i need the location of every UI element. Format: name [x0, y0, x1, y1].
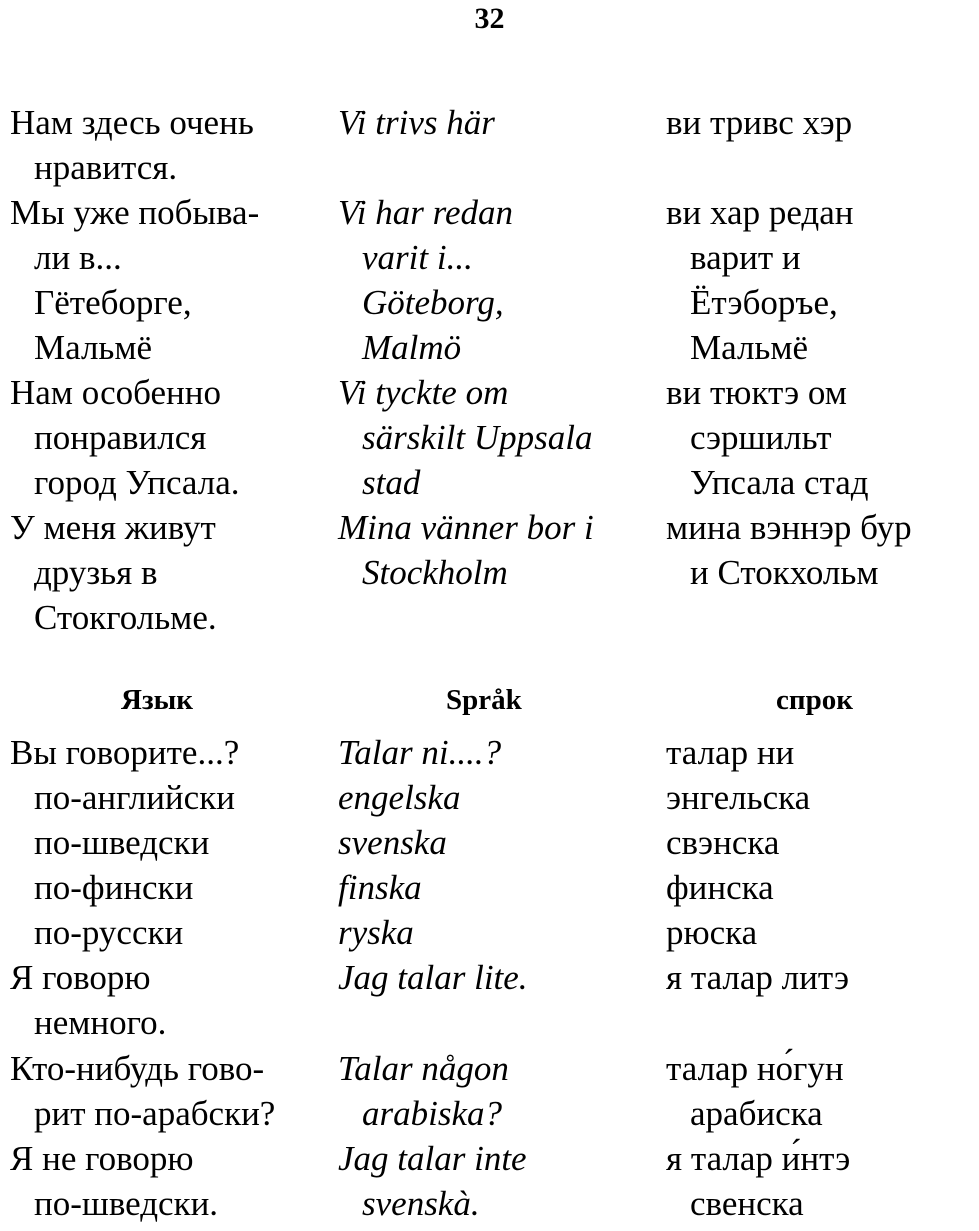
- russian-phrase: [10, 370, 310, 505]
- russian-phrase: [10, 100, 310, 190]
- russian-phrase: [10, 820, 310, 865]
- russian-phrase: [10, 505, 310, 640]
- russian-phrase: [10, 775, 310, 820]
- russian-phrase: [10, 1046, 310, 1136]
- text-line: по-шведски: [34, 823, 210, 862]
- text-line: У меня живут: [10, 508, 216, 547]
- transcription: [666, 370, 979, 505]
- transcription: [666, 505, 979, 595]
- text-line: Кто-нибудь гово-: [10, 1049, 265, 1088]
- section-header-russian: Язык: [121, 684, 193, 716]
- swedish-phrase: [338, 370, 648, 505]
- text-line: нравится.: [34, 148, 178, 187]
- text-line: Стокгольме.: [34, 598, 217, 637]
- text-line: по-фински: [34, 868, 194, 907]
- swedish-phrase: [338, 775, 648, 820]
- text-line: ви тюктэ ом: [666, 373, 847, 412]
- text-line: Мальмё: [34, 328, 153, 367]
- text-line: svenskà.: [362, 1184, 480, 1223]
- text-line: Ётэборъе,: [690, 283, 838, 322]
- text-line: Vi tyckte om: [338, 373, 509, 412]
- russian-phrase: [10, 865, 310, 910]
- text-line: талар ни: [666, 733, 795, 772]
- text-line: ви хар редан: [666, 193, 854, 232]
- russian-phrase: [10, 190, 310, 370]
- text-line: энгельска: [666, 778, 811, 817]
- swedish-phrase: [338, 190, 648, 370]
- text-line: ви тривс хэр: [666, 103, 853, 142]
- transcription: [666, 190, 979, 370]
- text-line: арабиска: [690, 1094, 823, 1133]
- text-line: финска: [666, 868, 774, 907]
- swedish-phrase: [338, 910, 648, 955]
- russian-phrase: [10, 910, 310, 955]
- text-line: друзья в: [34, 553, 158, 592]
- section-header-swedish: Språk: [446, 684, 522, 716]
- text-line: Jag talar inte: [338, 1139, 527, 1178]
- text-line: Vi trivs här: [338, 103, 495, 142]
- russian-phrase: [10, 730, 310, 775]
- text-line: по-шведски.: [34, 1184, 219, 1223]
- text-line: я талар и́нтэ: [666, 1139, 851, 1178]
- text-line: Vi har redan: [338, 193, 513, 232]
- text-line: мина вэннэр бур: [666, 508, 912, 547]
- transcription: [666, 910, 979, 955]
- text-line: город Упсала.: [34, 463, 240, 502]
- text-line: и Стокхольм: [690, 553, 879, 592]
- text-line: Malmö: [362, 328, 462, 367]
- transcription: [666, 1136, 979, 1226]
- text-line: сэршильт: [690, 418, 832, 457]
- text-line: Я говорю: [10, 958, 151, 997]
- text-line: Stockholm: [362, 553, 508, 592]
- text-line: Talar ni....?: [338, 733, 502, 772]
- text-line: немного.: [34, 1003, 167, 1042]
- text-line: ли в...: [34, 238, 122, 277]
- text-line: Гётеборге,: [34, 283, 192, 322]
- text-line: finska: [338, 868, 422, 907]
- transcription: [666, 820, 979, 865]
- transcription: [666, 100, 979, 145]
- text-line: варит и: [690, 238, 801, 277]
- swedish-phrase: [338, 730, 648, 775]
- text-line: Нам особенно: [10, 373, 221, 412]
- swedish-phrase: [338, 100, 648, 145]
- section-header-transcription: спрок: [776, 684, 853, 716]
- text-line: Göteborg,: [362, 283, 504, 322]
- text-line: по-английски: [34, 778, 235, 817]
- transcription: [666, 865, 979, 910]
- text-line: Мальмё: [690, 328, 809, 367]
- text-line: рит по-арабски?: [34, 1094, 276, 1133]
- text-line: я талар литэ: [666, 958, 850, 997]
- swedish-phrase: [338, 820, 648, 865]
- transcription: [666, 1046, 979, 1136]
- text-line: arabiska?: [362, 1094, 502, 1133]
- transcription: [666, 775, 979, 820]
- text-line: рюска: [666, 913, 758, 952]
- text-line: engelska: [338, 778, 461, 817]
- text-line: свэнска: [666, 823, 780, 862]
- russian-phrase: [10, 1136, 310, 1226]
- swedish-phrase: [338, 505, 648, 595]
- page-number: 32: [474, 2, 505, 35]
- text-line: Мы уже побыва-: [10, 193, 260, 232]
- text-line: särskilt Uppsala: [362, 418, 593, 457]
- text-line: Talar någon: [338, 1049, 509, 1088]
- text-line: по-русски: [34, 913, 184, 952]
- transcription: [666, 955, 979, 1000]
- swedish-phrase: [338, 1136, 648, 1226]
- swedish-phrase: [338, 865, 648, 910]
- text-line: Упсала стад: [690, 463, 869, 502]
- text-line: Нам здесь очень: [10, 103, 254, 142]
- text-line: свенска: [690, 1184, 804, 1223]
- text-line: талар но́гун: [666, 1049, 844, 1088]
- text-line: stad: [362, 463, 421, 502]
- text-line: Jag talar lite.: [338, 958, 528, 997]
- text-line: Вы говорите...?: [10, 733, 240, 772]
- text-line: svenska: [338, 823, 447, 862]
- russian-phrase: [10, 955, 310, 1045]
- text-line: понравился: [34, 418, 207, 457]
- transcription: [666, 730, 979, 775]
- text-line: Mina vänner bor i: [338, 508, 594, 547]
- text-line: varit i...: [362, 238, 473, 277]
- text-line: Я не говорю: [10, 1139, 194, 1178]
- swedish-phrase: [338, 1046, 648, 1136]
- text-line: ryska: [338, 913, 414, 952]
- swedish-phrase: [338, 955, 648, 1000]
